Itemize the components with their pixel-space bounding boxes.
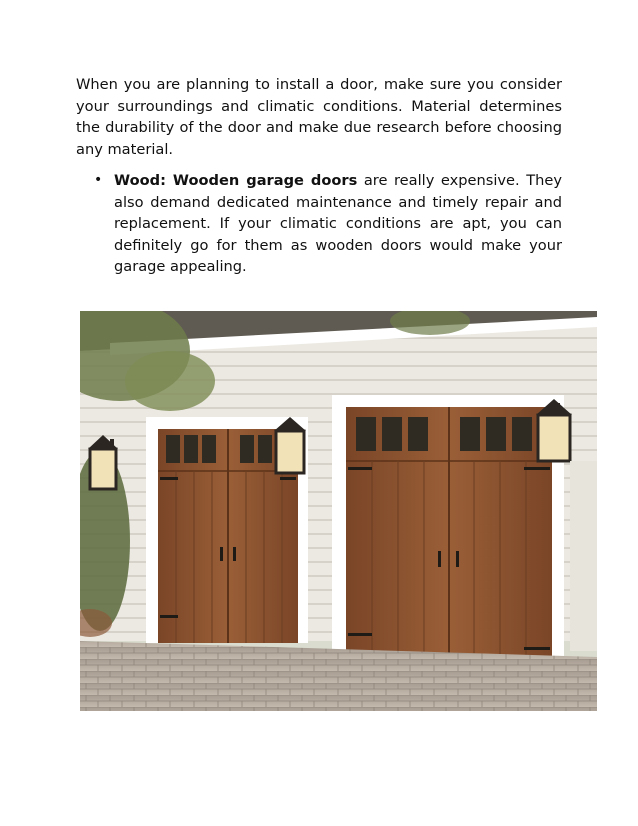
garage-doors-photo (80, 311, 597, 711)
list-item-wood (76, 170, 562, 278)
bullet-marker: • (94, 172, 103, 188)
bullet-text: are really expensive. They also demand dedicated maintenance and timely repair and replacement. If your climatic conditions are apt, you can definitely go for them as wooden doors would make your garage appealing. (114, 172, 562, 276)
bullet-term: Wood: Wooden garage doors (114, 172, 358, 189)
intro-paragraph: When you are planning to install a door, make sure you consider your surroundings and climatic conditions. Material determines the durability of the door and make due research before choosing any material. (76, 76, 562, 158)
material-bullet-list (76, 170, 562, 278)
